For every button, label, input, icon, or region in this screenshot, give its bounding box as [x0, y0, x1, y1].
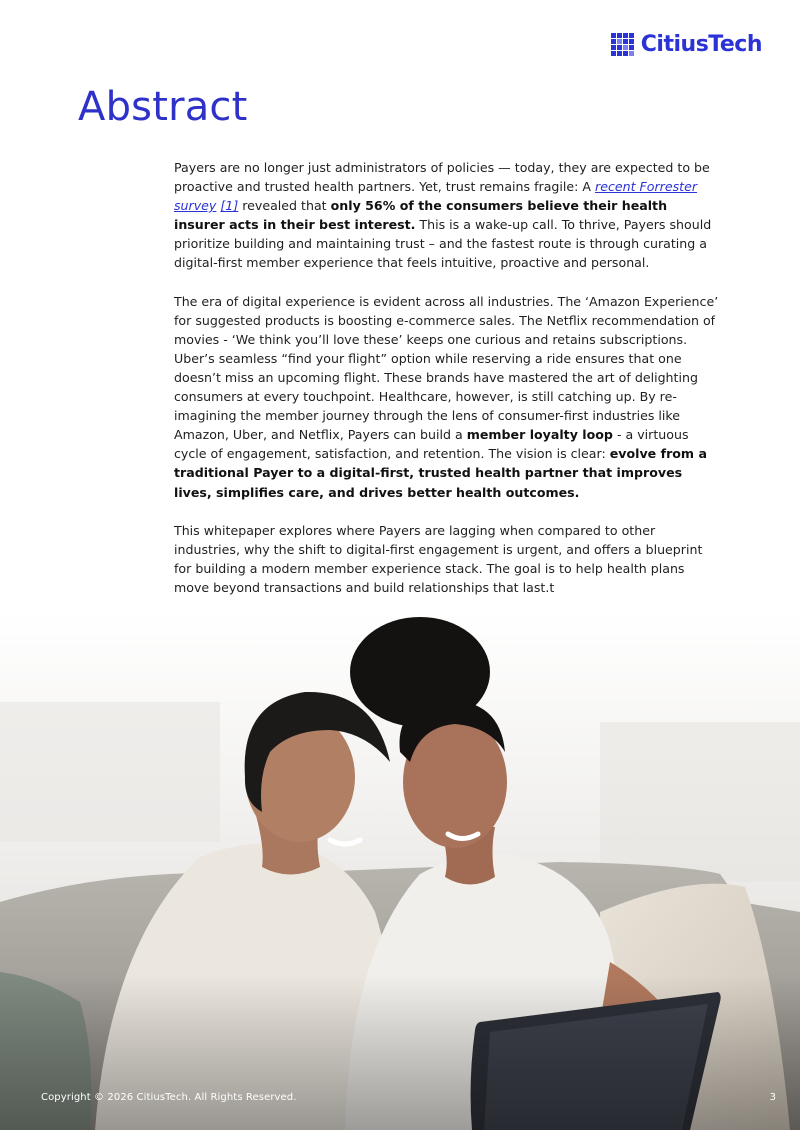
- copyright-text: Copyright © 2026 CitiusTech. All Rights Reserved.: [41, 1092, 297, 1103]
- reference-1-link[interactable]: [1]: [220, 198, 239, 214]
- brand-name: CitiusTech: [640, 32, 762, 57]
- forrester-survey-link[interactable]: recent Forrester survey: [174, 179, 698, 214]
- abstract-body: [174, 158, 722, 616]
- two-women-tablet-illustration: [0, 612, 800, 1130]
- bold-vision: evolve from a traditional Payer to a digital-first, trusted health partner that improves lives, simplifies care, and drives better health outcomes.: [174, 446, 707, 500]
- paragraph-2: The era of digital experience is evident across all industries. The ‘Amazon Experience’ for suggested products is boosting e-commerce sales. The Netflix recommendation of movies - ‘We think you’ll love these’ keeps one curious and retains subscriptions. Uber’s seamless “find your flight” option while reserving a ride ensures that one doesn’t miss an upcoming flight. These brands have mastered the art of delighting consumers at every touchpoint. Healthcare, however, is still catching up. By re-imagining the member journey through the lens of consumer-first industries like Amazon, Uber, and Netflix, Payers can build a member loyalty loop - a virtuous cycle of engagement, satisfaction, and retention. The vision is clear: evolve from a traditional Payer to a digital-first, trusted health partner that improves lives, simplifies care, and drives better health outcomes.: [174, 293, 719, 500]
- paragraph-3: This whitepaper explores where Payers are lagging when compared to other industries, why the shift to digital-first engagement is urgent, and offers a blueprint for building a modern member experience stack. The goal is to help health plans move beyond transactions and build relationships that last.t: [174, 522, 703, 595]
- hero-photo: [0, 612, 800, 1130]
- page-number: 3: [769, 1092, 776, 1103]
- paragraph-1: Payers are no longer just administrators of policies — today, they are expected to be proactive and trusted health partners. Yet, trust remains fragile: A recent Forrester survey [1] revealed that only 56% of the consumers believe their health insurer acts in their best interest. This is a wake-up call. To thrive, Payers should prioritize building and maintaining trust – and the fastest route is through curating a digital-first member experience that feels intuitive, proactive and personal.: [174, 160, 712, 271]
- bold-loyalty-loop: member loyalty loop: [466, 427, 613, 443]
- logo-grid-icon: [611, 33, 634, 56]
- page-title: Abstract: [78, 84, 248, 130]
- citiustech-logo: [611, 32, 762, 57]
- bold-statistic: only 56% of the consumers believe their health insurer acts in their best interest.: [174, 198, 668, 233]
